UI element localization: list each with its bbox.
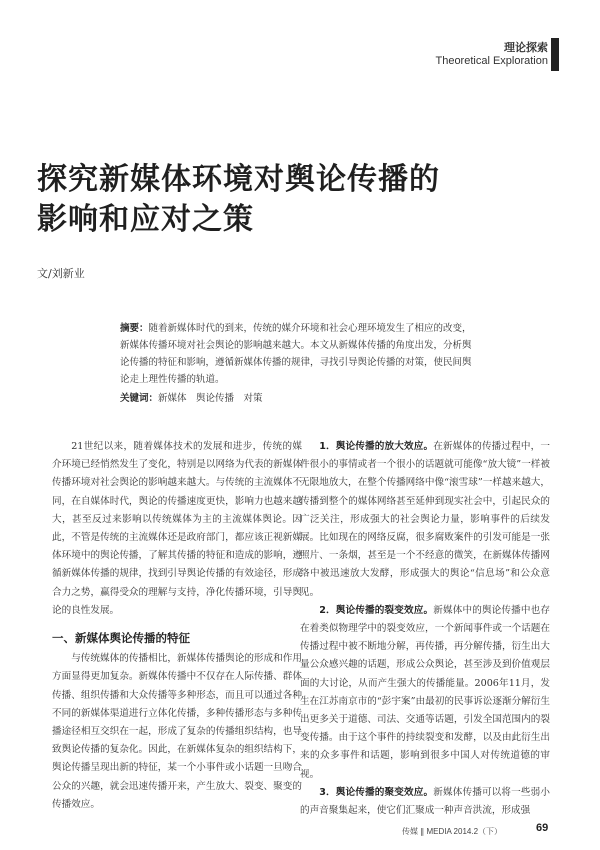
- author: 文/刘新业: [37, 267, 85, 280]
- paragraph-2: [300, 602, 550, 784]
- section-header-en: Theoretical Exploration: [435, 55, 548, 67]
- paragraph-1-text: 在新媒体的传播过程中，一件很小的事情或者一个很小的话题就可能像“放大镜”一样被无限地放大，在整个传播网络中像“滚雪球”一样越来越大，传播到整个的媒体网络甚至延伸到现实社会中，引起民众的广泛关注，形成强大的社会舆论力量，影响事件的后续发展。比如现在的网络反腐，很多腐败案件的引发可能是一张照片、一条烟，甚至是一个不经意的微笑，在新媒体传播网络中被迅速放大发酵，形成强大的舆论“信息场”和公众意见。: [300, 441, 551, 598]
- section-header-cn: 理论探索: [504, 41, 548, 54]
- title-line-1: 探究新媒体环境对舆论传播的: [37, 162, 440, 197]
- intro-paragraph: 21世纪以来，随着媒体技术的发展和进步，传统的媒介环境已经悄然发生了变化，特别是以网络为代表的新媒体传播环境对社会舆论的影响越来越大。与传统的主流媒体不同，在自媒体时代，舆论的传播速度更快，影响力也越来越大，甚至反过来影响以传统媒体为主的主流媒体舆论。因此，不管是传统的主流媒体还是政府部门，都应该正视新媒体环境中的舆论传播，了解其传播的特征和造成的影响，遵循新媒体传播的规律，找到引导舆论传播的有效途径，形成合力之势，赢得受众的理解与支持，净化传播环境，引导舆论的良性发展。: [52, 441, 302, 616]
- paragraph-2-label: 2．舆论传播的裂变效应。: [319, 604, 434, 616]
- journal-footer: 传媒 ∥ MEDIA 2014.2（下）: [402, 827, 503, 836]
- left-column: [52, 438, 302, 814]
- abstract-text: 随着新媒体时代的到来，传统的媒介环境和社会心理环境发生了相应的改变，新媒体传播环境对社会舆论的影响越来越大。本文从新媒体传播的角度出发，分析舆论传播的特征和影响，遵循新媒体传播的规律，寻找引导舆论传播的对策，使民间舆论走上理性传播的轨道。: [120, 323, 472, 385]
- article-title: [37, 160, 440, 240]
- section-1-heading: 一、新媒体舆论传播的特征: [52, 631, 190, 646]
- paragraph-3-text: 新媒体传播可以将一些弱小的声音聚集起来，使它们汇聚成一种声音洪流，形成强: [300, 786, 551, 817]
- keywords-text: 新媒体 舆论传播 对策: [158, 393, 263, 404]
- paragraph-2-text: 新媒体中的舆论传播中也存在着类似物理学中的裂变效应，一个新闻事件或一个话题在传播过程中被不断地分解，再传播，再分解传播，衍生出大量公众感兴趣的话题，形成公众舆论，甚至涉及到价值观层面的大讨论，从而产生强大的传播能量。2006年11月，发生在江苏南京市的“彭宇案”由最初的民事诉讼逐渐分解衍生出更多关于道德、司法、交通等话题，引发全国范围内的裂变传播。由于这个事件的持续裂变和发酵，以及由此衍生出来的众多事件和话题，影响到很多中国人对传统道德的审视。: [300, 604, 551, 780]
- section-1-paragraph: 与传统媒体的传播相比，新媒体传播舆论的形成和作用方面显得更加复杂。新媒体传播中不仅存在人际传播、群体传播、组织传播和大众传播等多种形态，而且可以通过各种不同的新媒体渠道进行立体化传播，多种传播形态与多种传播途径相互交织在一起，形成了复杂的传播组织结构，也导致舆论传播的复杂化。因此，在新媒体复杂的组织结构下，舆论传播呈现出新的特征，某一个小事件或小话题一旦吻合公众的兴趣，就会迅速传播开来，产生放大、裂变、聚变的传播效应。: [52, 653, 302, 810]
- page-number: 69: [536, 822, 549, 834]
- title-line-2: 影响和应对之策: [37, 202, 254, 237]
- paragraph-1-label: 1．舆论传播的放大效应。: [319, 441, 434, 452]
- keywords-label: 关键词：: [120, 393, 159, 404]
- paragraph-3-label: 3．舆论传播的聚变效应。: [319, 786, 434, 798]
- paragraph-1: [300, 438, 550, 602]
- abstract-label: 摘要：: [120, 323, 149, 334]
- header-bar: [551, 38, 559, 71]
- paragraph-3: [300, 784, 550, 820]
- abstract: [120, 320, 480, 407]
- right-column: [300, 438, 550, 820]
